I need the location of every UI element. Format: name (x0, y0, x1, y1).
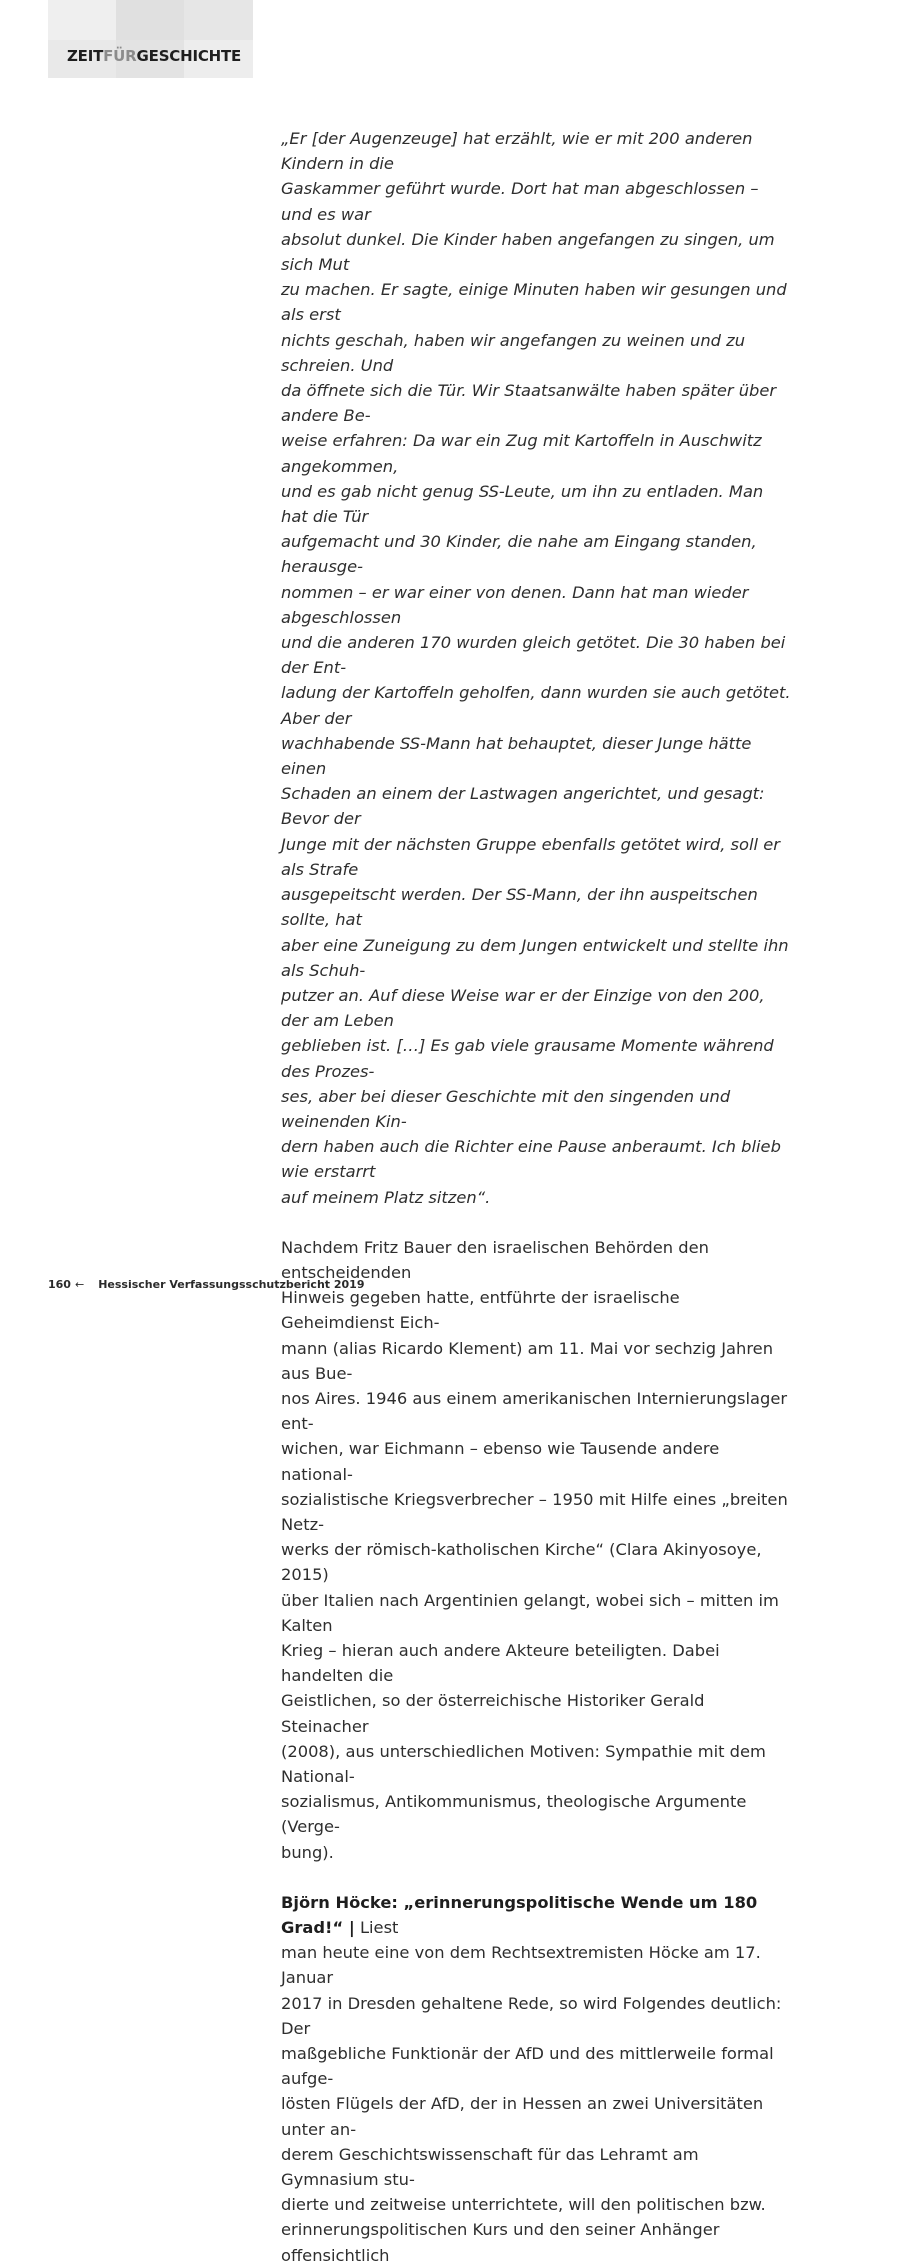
quote-line: ladung der Kartoffeln geholfen, dann wurden sie auch getötet. Aber der (281, 683, 791, 728)
paragraph-line: nos Aires. 1946 aus einem amerikanischen Internierungslager ent- (281, 1388, 788, 1434)
quote-line: aber eine Zuneigung zu dem Jungen entwickelt und stellte ihn als Schuh- (281, 935, 789, 980)
quote-line: nichts geschah, haben wir angefangen zu weinen und zu schreien. Und (281, 330, 746, 375)
eyewitness-quote (281, 126, 794, 1210)
paragraph-line: Liest (354, 1918, 399, 1938)
paragraph-line: lösten Flügels der AfD, der in Hessen an zwei Universitäten unter an- (281, 2094, 764, 2139)
page-footer (48, 1278, 365, 1291)
quote-line: putzer an. Auf diese Weise war er der Einzige von den 200, der am Leben (281, 985, 765, 1031)
quote-line: nommen – er war einer von denen. Dann hat man wieder abgeschlossen (281, 582, 749, 627)
quote-line: Junge mit der nächsten Gruppe ebenfalls getötet wird, soll er als Strafe (281, 834, 780, 879)
paragraph-line: derem Geschichtswissenschaft für das Lehramt am Gymnasium stu- (281, 2144, 699, 2190)
paragraph-line: mann (alias Ricardo Klement) am 11. Mai vor sechzig Jahren aus Bue- (281, 1338, 774, 1383)
report-title: Hessischer Verfassungsschutzbericht 2019 (98, 1278, 365, 1291)
section-heading-hoecke: Björn Höcke: „erinnerungspolitische Wende um 180 Grad!“ | (281, 1892, 758, 1938)
quote-line: geblieben ist. […] Es gab viele grausame Momente während des Prozes- (281, 1036, 774, 1081)
logo-text (67, 47, 241, 65)
logo-part-fuer: FÜR (103, 47, 137, 65)
quote-line: absolut dunkel. Die Kinder haben angefangen zu singen, um sich Mut (281, 229, 775, 275)
paragraph-line: über Italien nach Argentinien gelangt, wobei sich – mitten im Kalten (281, 1590, 779, 1635)
quote-line: zu machen. Er sagte, einige Minuten haben wir gesungen und als erst (281, 280, 787, 325)
quote-line: Gaskammer geführt wurde. Dort hat man abgeschlossen – und es war (281, 179, 759, 224)
logo-part-geschichte: GESCHICHTE (136, 47, 242, 65)
paragraph-line: (2008), aus unterschiedlichen Motiven: Sympathie mit dem National- (281, 1741, 766, 1786)
quote-line: weise erfahren: Da war ein Zug mit Kartoffeln in Auschwitz angekommen, (281, 431, 762, 476)
paragraph-line: Krieg – hieran auch andere Akteure beteiligten. Dabei handelten die (281, 1640, 720, 1686)
quote-line: ausgepeitscht werden. Der SS-Mann, der ihn auspeitschen sollte, hat (281, 885, 758, 930)
paragraph-line: erinnerungspolitischen Kurs und den seiner Anhänger offensichtlich (281, 2220, 720, 2265)
header-logo-box (48, 0, 253, 78)
back-arrow-icon: ← (74, 1278, 85, 1291)
paragraph-line: wichen, war Eichmann – ebenso wie Tausende andere national- (281, 1439, 720, 1484)
quote-line: aufgemacht und 30 Kinder, die nahe am Eingang standen, herausge- (281, 532, 757, 577)
paragraph-line: dierte und zeitweise unterrichtete, will den politischen bzw. (281, 2195, 766, 2215)
quote-line: wachhabende SS-Mann hat behauptet, dieser Junge hätte einen (281, 733, 752, 779)
paragraph-line: Geistlichen, so der österreichische Historiker Gerald Steinacher (281, 1691, 705, 1736)
quote-line: und die anderen 170 wurden gleich getötet. Die 30 haben bei der Ent- (281, 633, 786, 678)
quote-line: auf meinem Platz sitzen“. (281, 1187, 491, 1207)
paragraph-line: 2017 in Dresden gehaltene Rede, so wird Folgendes deutlich: Der (281, 1993, 782, 2038)
quote-line: da öffnete sich die Tür. Wir Staatsanwälte haben später über andere Be- (281, 381, 777, 426)
quote-line: dern haben auch die Richter eine Pause anberaumt. Ich blieb wie erstarrt (281, 1137, 781, 1182)
header-tile (48, 0, 116, 40)
paragraph-line: sozialismus, Antikommunismus, theologische Argumente (Verge- (281, 1792, 747, 1837)
quote-line: „Er [der Augenzeuge] hat erzählt, wie er mit 200 anderen Kindern in die (281, 129, 753, 174)
page-number: 160 (48, 1278, 71, 1291)
paragraph-line: man heute eine von dem Rechtsextremisten Höcke am 17. Januar (281, 1943, 761, 1988)
quote-line: Schaden an einem der Lastwagen angerichtet, und gesagt: Bevor der (281, 784, 765, 829)
quote-line: ses, aber bei dieser Geschichte mit den singenden und weinenden Kin- (281, 1086, 731, 1131)
header-tile (184, 0, 253, 40)
header-tile (116, 0, 184, 40)
paragraph-line: bung). (281, 1842, 334, 1862)
paragraph-line: sozialistische Kriegsverbrecher – 1950 mit Hilfe eines „breiten Netz- (281, 1489, 788, 1534)
logo-part-zeit: ZEIT (67, 47, 104, 65)
paragraph-line: werks der römisch-katholischen Kirche“ (Clara Akinyosoye, 2015) (281, 1540, 762, 1585)
paragraph-line: Hinweis gegeben hatte, entführte der israelische Geheimdienst Eich- (281, 1288, 680, 1333)
quote-line: und es gab nicht genug SS-Leute, um ihn zu entladen. Man hat die Tür (281, 481, 764, 527)
paragraph-line: maßgebliche Funktionär der AfD und des mittlerweile formal aufge- (281, 2044, 774, 2089)
main-content (281, 126, 794, 2268)
paragraph-eichmann (281, 1235, 794, 1865)
paragraph-line: Nachdem Fritz Bauer den israelischen Behörden den entscheidenden (281, 1237, 709, 1282)
paragraph-hoecke (281, 1890, 794, 2268)
